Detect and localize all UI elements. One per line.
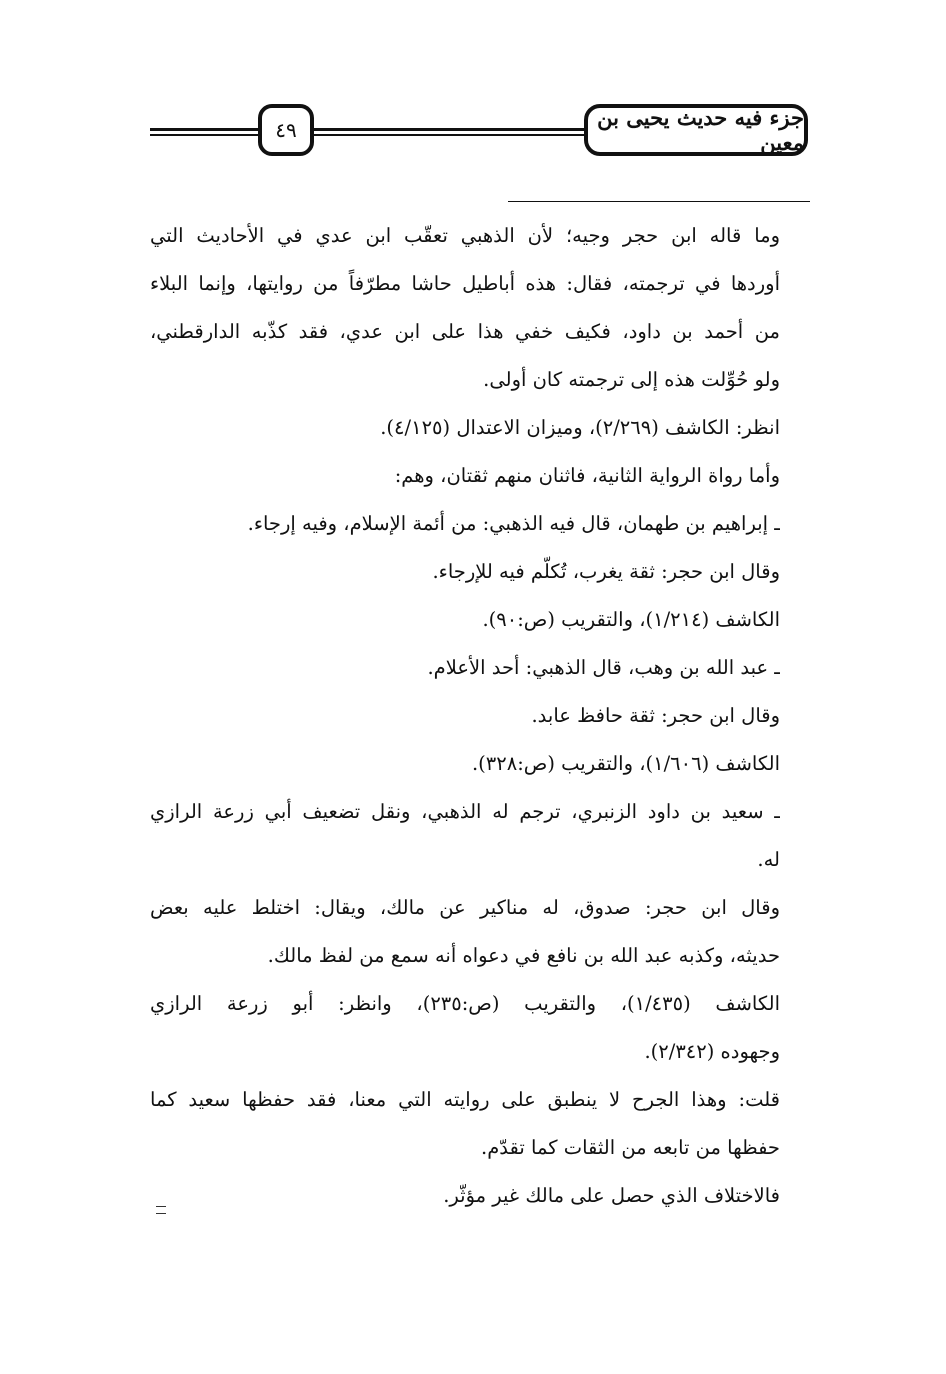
text-line: فالاختلاف الذي حصل على مالك غير مؤثّر.: [443, 1184, 780, 1207]
header-rule-left-bottom: [150, 134, 258, 136]
text-line: له.: [757, 848, 780, 871]
header-rule-middle-bottom: [314, 134, 584, 136]
text-line: وقال ابن حجر: ثقة يغرب، تُكلّم فيه للإرجاء.: [432, 560, 780, 583]
text-line: أوردها في ترجمته، فقال: هذه أباطيل حاشا مطرّفاً من روايتها، وإنما البلاء: [150, 272, 780, 295]
text-line: حديثه، وكذبه عبد الله بن نافع في دعواه أنه سمع من لفظ مالك.: [267, 944, 780, 967]
text-line: انظر: الكاشف (٢/٢٦٩)، وميزان الاعتدال (٤/١٢٥).: [380, 416, 780, 439]
text-line: ـ عبد الله بن وهب، قال الذهبي: أحد الأعلام.: [427, 656, 780, 679]
text-line: وقال ابن حجر: ثقة حافظ عابد.: [531, 704, 780, 727]
text-line: الكاشف (١/٢١٤)، والتقريب (ص:٩٠).: [482, 608, 780, 631]
text-line: الكاشف (١/٤٣٥)، والتقريب (ص:٢٣٥)، وانظر: أبو زرعة الرازي: [150, 992, 780, 1015]
text-line: قلت: وهذا الجرح لا ينطبق على روايته التي معنا، فقد حفظها سعيد كما: [150, 1088, 780, 1111]
text-line: الكاشف (١/٦٠٦)، والتقريب (ص:٣٢٨).: [471, 752, 780, 775]
body-text: [150, 212, 780, 1220]
text-line: وما قاله ابن حجر وجيه؛ لأن الذهبي تعقّب ابن عدي في الأحاديث التي: [150, 224, 780, 247]
text-line: ـ سعيد بن داود الزنبري، ترجم له الذهبي، ونقل تضعيف أبي زرعة الرازي: [150, 800, 780, 823]
page-number: ٤٩: [258, 104, 314, 156]
footnote-mark: [156, 1206, 166, 1214]
separator-line: [508, 201, 810, 202]
header-rule-middle-top: [314, 128, 584, 131]
running-title: جزء فيه حديث يحيى بن معين: [584, 104, 808, 156]
text-line: وأما رواة الرواية الثانية، فاثنان منهم ثقتان، وهم:: [394, 464, 780, 487]
text-line: ولو حُوِّلت هذه إلى ترجمته كان أولى.: [483, 368, 780, 391]
text-line: وجهوده (٢/٣٤٢).: [644, 1040, 780, 1063]
text-line: ـ إبراهيم بن طهمان، قال فيه الذهبي: من أئمة الإسلام، وفيه إرجاء.: [247, 512, 780, 535]
header-rule-left-top: [150, 128, 258, 131]
text-line: من أحمد بن داود، فكيف خفي هذا على ابن عدي، فقد كذّبه الدارقطني،: [150, 320, 780, 343]
page-header: [0, 100, 946, 170]
text-line: وقال ابن حجر: صدوق، له مناكير عن مالك، ويقال: اختلط عليه بعض: [150, 896, 780, 919]
text-line: حفظها من تابعه من الثقات كما تقدّم.: [481, 1136, 780, 1159]
